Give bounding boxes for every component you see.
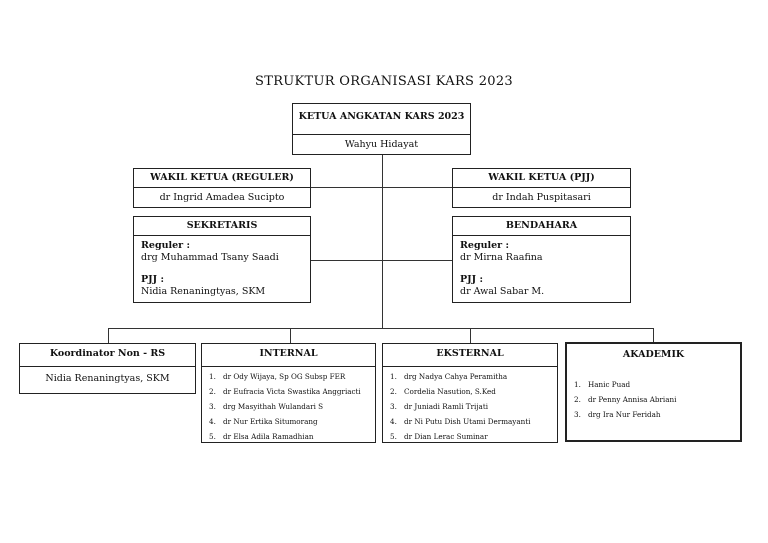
- connector-sek-ben: [311, 260, 453, 261]
- connector-drop-koordinator: [108, 328, 109, 343]
- connector-bottom-bar: [108, 328, 654, 329]
- akademik-box: [565, 342, 742, 442]
- sekretaris-pjj-name: Nidia Renaningtyas, SKM: [141, 286, 266, 297]
- eksternal-label: EKSTERNAL: [436, 348, 504, 359]
- eksternal-member: [390, 369, 557, 384]
- member-number: 5.: [390, 432, 397, 441]
- bendahara-pjj-name: dr Awal Sabar M.: [460, 286, 545, 297]
- internal-member-list: [202, 369, 375, 444]
- member-number: 1.: [390, 372, 397, 381]
- eksternal-member: [390, 384, 557, 399]
- koordinator-label: Koordinator Non - RS: [49, 348, 166, 359]
- wakil-pjj-name-box: [452, 187, 631, 208]
- sekretaris-reguler-label: Reguler :: [141, 240, 190, 251]
- eksternal-header-box: [382, 343, 558, 367]
- wakil-pjj-label: WAKIL KETUA (PJJ): [488, 172, 595, 183]
- member-number: 3.: [209, 402, 216, 411]
- sekretaris-label: SEKRETARIS: [186, 220, 258, 231]
- member-number: 5.: [209, 432, 216, 441]
- eksternal-member: [390, 429, 557, 444]
- ketua-header-box: [292, 103, 471, 135]
- akademik-member: [574, 407, 740, 422]
- bendahara-reguler-name: dr Mirna Raafina: [460, 252, 543, 263]
- wakil-reguler-label: WAKIL KETUA (REGULER): [150, 172, 294, 183]
- eksternal-member: [390, 399, 557, 414]
- member-number: 3.: [390, 402, 397, 411]
- koordinator-name: Nidia Renaningtyas, SKM: [45, 373, 170, 384]
- wakil-pjj-name: dr Indah Puspitasari: [492, 192, 591, 203]
- wakil-reguler-name-box: [133, 187, 311, 208]
- connector-wakil: [311, 187, 453, 188]
- member-name: drg Masyithah Wulandari S: [223, 402, 324, 411]
- member-number: 2.: [209, 387, 216, 396]
- ketua-label: KETUA ANGKATAN KARS 2023: [298, 111, 465, 122]
- internal-member: [209, 384, 375, 399]
- member-number: 4.: [390, 417, 397, 426]
- koordinator-name-box: [19, 366, 196, 394]
- eksternal-member: [390, 414, 557, 429]
- member-name: drg Ira Nur Feridah: [588, 410, 661, 419]
- eksternal-body-box: [382, 366, 558, 443]
- bendahara-header-box: [452, 216, 631, 236]
- internal-member: [209, 399, 375, 414]
- member-number: 1.: [574, 380, 581, 389]
- bendahara-body-box: [452, 235, 631, 303]
- bendahara-reguler-label: Reguler :: [460, 240, 509, 251]
- sekretaris-pjj-label: PJJ :: [141, 274, 164, 285]
- internal-header-box: [201, 343, 376, 367]
- connector-drop-akademik: [653, 328, 654, 342]
- internal-label: INTERNAL: [259, 348, 318, 359]
- member-number: 4.: [209, 417, 216, 426]
- member-name: Hanic Puad: [588, 380, 631, 389]
- akademik-label: AKADEMIK: [622, 349, 685, 360]
- wakil-pjj-header-box: [452, 168, 631, 188]
- sekretaris-reguler-name: drg Muhammad Tsany Saadi: [141, 252, 279, 263]
- member-name: dr Juniadi Ramli Trijati: [404, 402, 489, 411]
- member-name: dr Penny Annisa Abriani: [588, 395, 677, 404]
- sekretaris-body-box: [133, 235, 311, 303]
- wakil-reguler-header-box: [133, 168, 311, 188]
- akademik-member: [574, 392, 740, 407]
- koordinator-header-box: [19, 343, 196, 367]
- internal-member: [209, 369, 375, 384]
- akademik-member-list: [567, 377, 740, 422]
- member-number: 2.: [390, 387, 397, 396]
- member-name: dr Ni Putu Dish Utami Dermayanti: [404, 417, 531, 426]
- eksternal-member-list: [383, 369, 557, 444]
- member-number: 1.: [209, 372, 216, 381]
- sekretaris-header-box: [133, 216, 311, 236]
- member-name: dr Dian Lerac Suminar: [404, 432, 488, 441]
- member-number: 3.: [574, 410, 581, 419]
- bendahara-label: BENDAHARA: [505, 220, 578, 231]
- connector-drop-internal: [290, 328, 291, 343]
- akademik-member: [574, 377, 740, 392]
- member-name: dr Nur Ertika Situmorang: [223, 417, 318, 426]
- internal-member: [209, 414, 375, 429]
- member-name: dr Ody Wijaya, Sp OG Subsp FER: [223, 372, 346, 381]
- ketua-name: Wahyu Hidayat: [344, 139, 419, 150]
- internal-body-box: [201, 366, 376, 443]
- connector-trunk: [382, 155, 383, 328]
- member-number: 2.: [574, 395, 581, 404]
- internal-member: [209, 429, 375, 444]
- member-name: drg Nadya Cahya Peramitha: [404, 372, 508, 381]
- member-name: dr Elsa Adila Ramadhian: [223, 432, 314, 441]
- connector-drop-eksternal: [470, 328, 471, 343]
- member-name: dr Eufracia Victa Swastika Anggriacti: [223, 387, 361, 396]
- bendahara-pjj-label: PJJ :: [460, 274, 483, 285]
- member-name: Cordelia Nasution, S.Ked: [404, 387, 496, 396]
- wakil-reguler-name: dr Ingrid Amadea Sucipto: [159, 192, 285, 203]
- ketua-name-box: [292, 134, 471, 155]
- chart-title: STRUKTUR ORGANISASI KARS 2023: [255, 74, 513, 89]
